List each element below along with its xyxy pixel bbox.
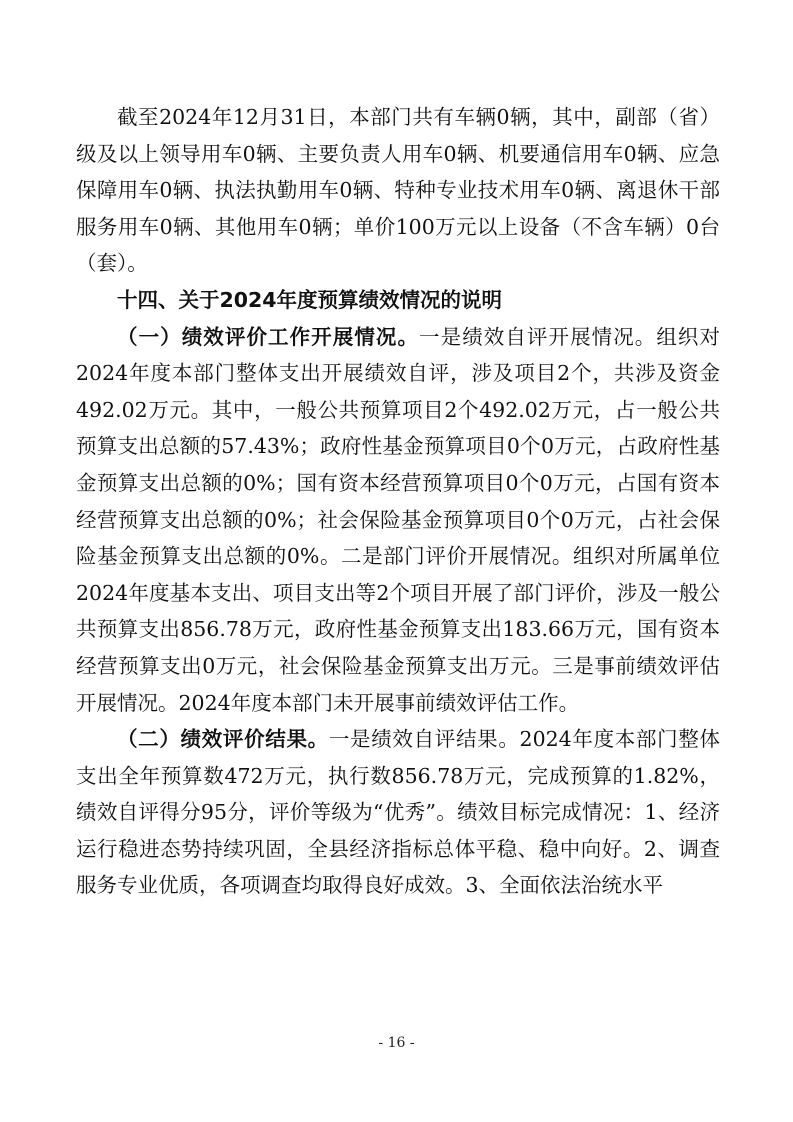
evaluation-results-text: 一是绩效自评结果。2024年度本部门整体支出全年预算数472万元，执行数856.78万元，完成预算的1.82%，绩效自评得分95分，评价等级为“优秀”。绩效目标完成情况：1、经济运行稳进态势持续巩固，全县经济指标总体平稳、稳中向好。2、调查服务专业优质，各项调查均取得良好成效。3、全面依法治统水平 — [76, 727, 721, 898]
section-heading: 十四、关于2024年度预算绩效情况的说明 — [117, 287, 503, 312]
evaluation-work-paragraph — [76, 319, 720, 722]
evaluation-work-heading: （一）绩效评价工作开展情况。 — [117, 324, 420, 349]
evaluation-results-paragraph — [76, 721, 720, 904]
document-body — [76, 99, 720, 904]
vehicles-paragraph: 截至2024年12月31日，本部门共有车辆0辆，其中，副部（省）级及以上领导用车0辆、主要负责人用车0辆、机要通信用车0辆、应急保障用车0辆、执法执勤用车0辆、特种专业技术用车0辆、离退休干部服务用车0辆、其他用车0辆；单价100万元以上设备（不含车辆）0台（套）。 — [76, 105, 720, 276]
page-number: - 16 - — [378, 1035, 415, 1051]
evaluation-work-text: 一是绩效自评开展情况。组织对2024年度本部门整体支出开展绩效自评，涉及项目2个，共涉及资金492.02万元。其中，一般公共预算项目2个492.02万元，占一般公共预算支出总额的57.43%；政府性基金预算项目0个0万元，占政府性基金预算支出总额的0%；国有资本经营预算项目0个0万元，占国有资本经营预算支出总额的0%；社会保险基金预算项目0个0万元，占社会保险基金预算支出总额的0%。二是部门评价开展情况。组织对所属单位2024年度基本支出、项目支出等2个项目开展了部门评价，涉及一般公共预算支出856.78万元，政府性基金预算支出183.66万元，国有资本经营预算支出0万元，社会保险基金预算支出万元。三是事前绩效评估开展情况。2024年度本部门未开展事前绩效评估工作。 — [76, 324, 721, 715]
evaluation-results-heading: （二）绩效评价结果。 — [117, 727, 329, 752]
